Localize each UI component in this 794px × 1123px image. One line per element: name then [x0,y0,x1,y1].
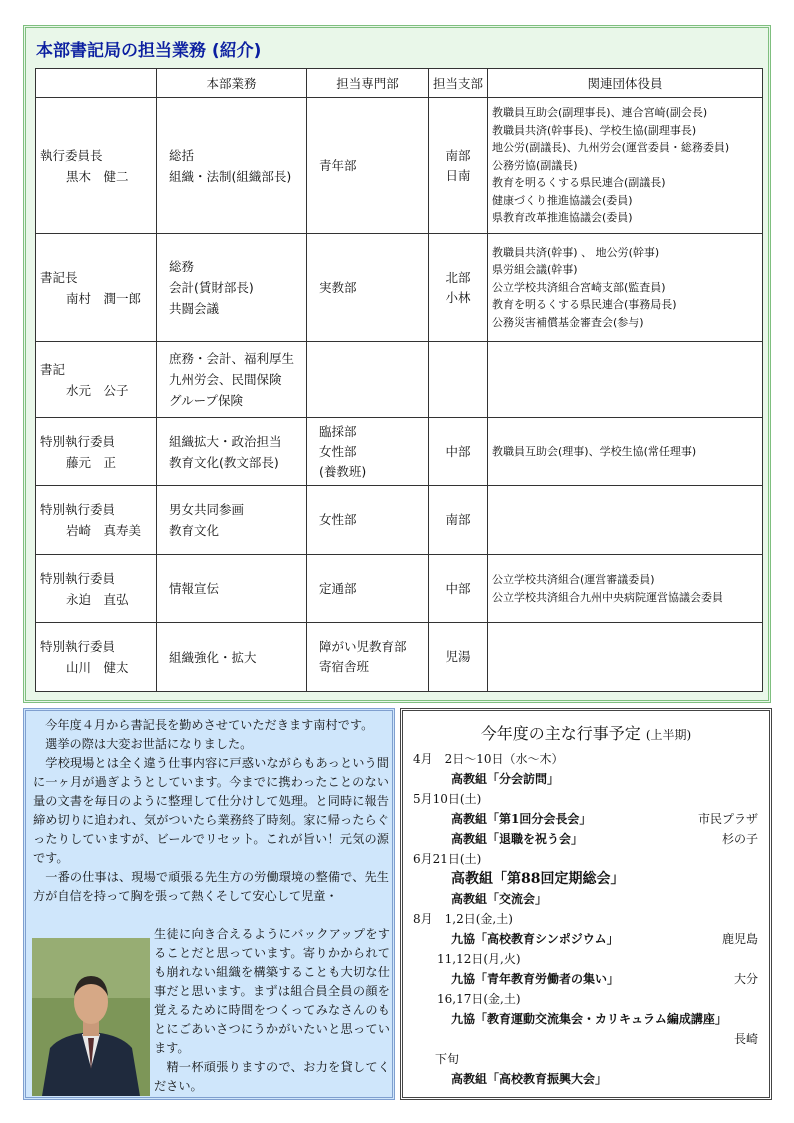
event-date-row [413,1049,758,1069]
dept-item-list [319,637,424,677]
greeting-paragraph: 一番の仕事は、現場で頑張る先生方の労働環境の整備で、先生方が自信を持って胸を張って熱くそして安心して児童・ [33,870,389,903]
staff-table [35,68,763,692]
duty-cell [157,98,307,234]
duty-item-list [169,256,302,319]
org-cell [488,342,763,418]
org-item: 県労組会議(幹事) [492,263,578,277]
staff-row [36,98,763,234]
dept-cell [307,418,429,486]
event-name: 高教組「第88回定期総会」 [451,871,625,887]
dept-item: 障がい児教育部 [319,639,407,654]
dept-item: 女性部 [319,512,357,527]
org-cell [488,486,763,555]
branch-item: 南部 [445,147,471,163]
event-date-row [413,849,758,869]
event-item-row [413,769,758,789]
branch-cell [429,342,488,418]
branch-item-list [433,647,483,667]
org-item: 健康づくり推進協議会(委員) [492,193,633,207]
dept-cell [307,234,429,342]
dept-item: (養教班) [319,463,367,479]
person-cell [36,342,157,418]
event-place: 鹿児島 [721,932,758,946]
org-item-list [492,244,758,332]
duty-item: 総務 [169,259,195,274]
dept-item-list [319,422,424,482]
duty-item: 九州労会、民間保険 [169,372,282,387]
greeting-paragraph: 今年度４月から書記長を勤めさせていただきます南村です。 [33,718,374,732]
branch-cell [429,98,488,234]
duty-item: 組織・法制(組織部長) [169,168,292,184]
event-date: 5月10日(土) [413,792,482,806]
event-date: 4月 2日〜10日（水〜木） [413,752,564,766]
event-date-row [413,949,758,969]
duty-cell [157,486,307,555]
staff-row [36,555,763,623]
person-role: 特別執行委員 [40,502,116,517]
event-date-row [413,909,758,929]
dept-cell [307,342,429,418]
branch-item-list [433,510,483,530]
event-date-row [413,749,758,769]
duty-cell [157,234,307,342]
portrait-photo [32,938,150,1096]
event-name: 九協「教育運動交流集会・カリキュラム編成講座」 [451,1012,727,1026]
events-panel [400,708,772,1100]
branch-item-list [433,146,483,186]
event-place: 長崎 [733,1032,758,1046]
org-item: 公立学校共済組合宮崎支部(監査員) [492,280,666,294]
branch-item: 北部 [445,269,471,285]
duty-item: 庶務・会計、福利厚生 [169,351,295,366]
event-name: 高教組「分会訪問」 [451,772,560,786]
event-name: 九協「高校教育シンポジウム」 [451,932,619,946]
org-item: 教職員共済(幹事) 、 地公労(幹事) [492,245,660,259]
dept-item-list [319,510,424,530]
dept-item-list [319,156,424,176]
org-item-list [492,571,758,606]
staff-row [36,342,763,418]
person-cell [36,234,157,342]
event-name: 高教組「退職を祝う会」 [451,832,584,846]
event-date: 16,17日(金,土) [437,992,521,1006]
duty-item: 教育文化 [169,523,220,538]
duty-cell [157,418,307,486]
branch-item: 南部 [445,512,471,527]
org-item-list [492,104,758,227]
greeting-panel [23,708,395,1100]
person-role: 特別執行委員 [40,639,116,654]
header-cell: 関連団体役員 [488,69,763,98]
branch-cell [429,486,488,555]
event-place: 大分 [733,972,758,986]
org-item: 教職員互助会(理事)、学校生協(常任理事) [492,444,697,458]
dept-item: 臨採部 [319,423,357,439]
dept-item: 実教部 [319,279,357,295]
org-item: 公務労協(副議長) [492,158,578,172]
branch-item: 中部 [445,580,471,596]
dept-item-list [319,579,424,599]
org-item: 教職員共済(幹事長)、学校生協(副理事長) [492,123,697,137]
header-cell [36,69,157,98]
duty-item: 会計(賃財部長) [169,280,254,295]
duty-item-list [169,499,302,541]
person-name: 水元 公子 [66,382,129,398]
duty-item: 総括 [169,147,195,163]
greeting-paragraph: 選挙の際は大変お世話になりました。 [33,737,253,751]
person-role: 書記 [40,361,66,377]
greeting-paragraph: 精一杯頑張りますので、お力を貸してください。 [154,1060,390,1093]
dept-item: 定通部 [319,580,357,596]
duty-item-list [169,145,302,187]
event-name: 高教組「高校教育振興大会」 [451,1072,608,1086]
person-name: 山川 健太 [66,660,129,675]
event-name: 高教組「第1回分会長会」 [451,812,592,826]
event-place: 市民プラザ [697,812,758,826]
dept-cell [307,623,429,692]
person-role: 特別執行委員 [40,433,116,449]
org-item: 公立学校共済組合(運営審議委員) [492,573,655,586]
header-cell: 担当専門部 [307,69,429,98]
branch-cell [429,555,488,623]
event-date-row [413,989,758,1009]
header-cell: 本部業務 [157,69,307,98]
branch-item: 中部 [445,443,471,459]
staff-row [36,418,763,486]
event-date: 11,12日(月,火) [437,952,521,966]
branch-item: 日南 [445,167,471,183]
dept-cell [307,555,429,623]
header-cell: 担当支部 [429,69,488,98]
staff-row [36,623,763,692]
duty-item: 男女共同参画 [169,502,245,517]
events-list [413,749,758,1089]
event-item-row [413,889,758,909]
event-item-row [413,829,758,849]
person-cell [36,623,157,692]
greeting-paragraph: 学校現場とは全く違う仕事内容に戸惑いながらもあっという間に一ヶ月が過ぎようとしています。今までに携わったことのない量の文書を毎日のように整理して仕分けして処理。と同時に報告締め切りに追われ、気がついたら業務終了時刻。家に帰ったらぐったりしていますが、ビールでリセット。これが旨い！元気の源です。 [33,756,389,865]
person-name: 黒木 健二 [66,168,129,184]
events-title-note: (上半期) [645,728,692,742]
greeting-wrap-text [154,925,390,1096]
greeting-text [33,716,389,906]
staff-row [36,486,763,555]
event-item-row [413,869,758,889]
dept-item-list [319,278,424,298]
branch-item: 児湯 [445,649,471,664]
branch-item: 小林 [445,289,471,305]
org-cell [488,555,763,623]
staff-panel [23,25,771,703]
event-date-row [413,789,758,809]
duty-item: 教育文化(教文部長) [169,454,279,470]
event-item-row [413,929,758,949]
person-name: 藤元 正 [66,454,117,470]
event-date: 下旬 [435,1052,460,1066]
staff-header-row [36,69,763,98]
duty-cell [157,342,307,418]
person-name: 岩崎 真寿美 [66,523,142,538]
org-item: 教職員互助会(副理事長)、連合宮崎(副会長) [492,106,708,120]
duty-item: 組織拡大・政治担当 [169,433,282,449]
person-role: 書記長 [40,269,78,285]
dept-cell [307,486,429,555]
duty-item-list [169,647,302,668]
org-item: 教育を明るくする県民連合(事務局長) [492,298,677,312]
event-item-row [413,809,758,829]
person-cell [36,98,157,234]
org-cell [488,418,763,486]
branch-cell [429,234,488,342]
event-item-row [413,969,758,989]
event-date: 8月 1,2日(金,土) [413,912,513,926]
branch-cell [429,623,488,692]
duty-item-list [169,348,302,411]
events-title [403,721,769,744]
duty-item-list [169,578,302,599]
org-item: 公務災害補償基金審査会(参与) [492,315,644,329]
dept-item: 女性部 [319,443,357,459]
person-name: 南村 潤一郎 [66,290,142,306]
org-item: 教育を明るくする県民連合(副議長) [492,176,666,190]
person-cell [36,555,157,623]
org-cell [488,623,763,692]
person-role: 執行委員長 [40,147,103,163]
person-name: 永迫 直弘 [66,591,129,607]
duty-item: 共闘会議 [169,301,220,316]
staff-row [36,234,763,342]
person-cell [36,418,157,486]
event-place-row [413,1029,758,1049]
branch-cell [429,418,488,486]
event-date: 6月21日(土) [413,852,482,866]
duty-item-list [169,431,302,473]
dept-cell [307,98,429,234]
event-name: 高教組「交流会」 [451,892,548,906]
org-cell [488,98,763,234]
event-item-row [413,1069,758,1089]
person-cell [36,486,157,555]
dept-item: 青年部 [319,157,357,173]
duty-item: 情報宣伝 [169,581,220,596]
org-item: 地公労(副議長)、九州労会(運営委員・総務委員) [492,141,730,155]
org-item-list [492,443,758,461]
portrait-photo-icon [32,938,150,1096]
event-place: 杉の子 [721,832,758,846]
branch-item-list [433,579,483,599]
duty-cell [157,555,307,623]
dept-item: 寄宿舎班 [319,659,370,674]
duty-item: 組織強化・拡大 [169,649,257,665]
greeting-paragraph: 生徒に向き合えるようにバックアップをすることだと思っています。寄りかかられても崩れない組織を構築することも大切な仕事だと思います。まずは組合員全員の顔を覚えるために時間をつくってみなさんのもとにごあいさつにうかがいたいと思っています。 [154,927,390,1055]
event-item-row [413,1009,758,1029]
staff-title: 本部書記局の担当業務 (紹介) [36,41,262,61]
duty-item: グループ保険 [169,393,244,408]
duty-cell [157,623,307,692]
person-role: 特別執行委員 [40,570,116,586]
org-item: 公立学校共済組合九州中央病院運営協議会委員 [492,590,723,604]
branch-item-list [433,442,483,462]
events-title-text: 今年度の主な行事予定 [480,724,641,743]
branch-item-list [433,268,483,308]
org-cell [488,234,763,342]
event-name: 九協「青年教育労働者の集い」 [451,972,620,986]
org-item: 県教育改革推進協議会(委員) [492,211,633,225]
